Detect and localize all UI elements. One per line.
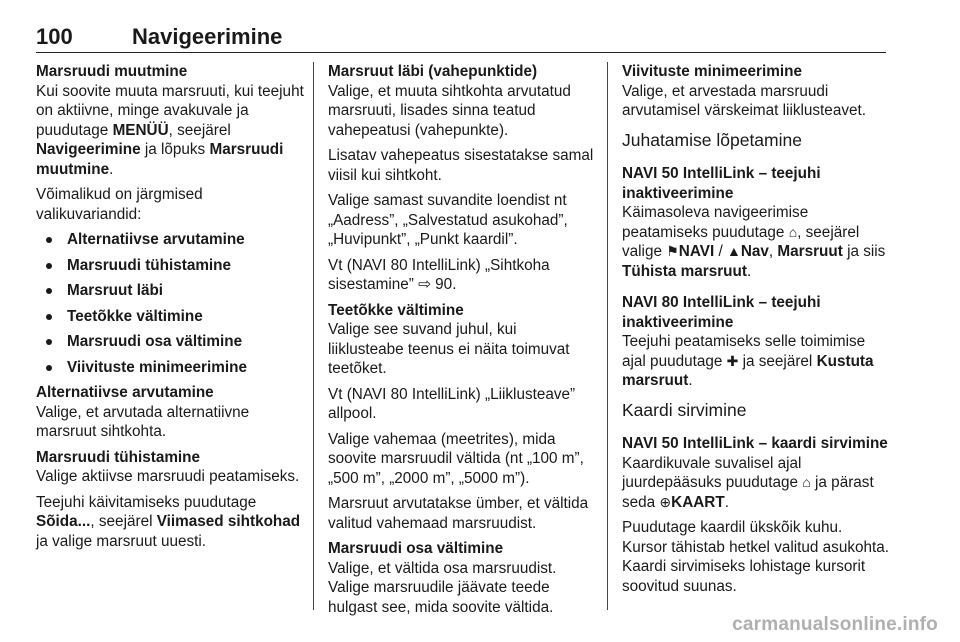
column-divider-2 bbox=[607, 62, 608, 610]
section-title: NAVI 80 IntelliLink – teejuhi inaktiveerimine bbox=[622, 294, 821, 331]
paragraph: Käimasoleva navigeerimise peatamiseks puudutage ⌂, seejärel valige ⚑NAVI / ▲Nav, Marsruut ja siis Tühista marsruut. bbox=[622, 204, 886, 280]
section-navi80-stop bbox=[622, 293, 890, 391]
paragraph: Võimalikud on järgmised valikuvariandid: bbox=[36, 186, 203, 223]
home-icon: ⌂ bbox=[788, 223, 798, 240]
section-avoid-part bbox=[328, 539, 596, 617]
column-divider-1 bbox=[313, 62, 314, 610]
paragraph: Valige, et muuta sihtkohta arvutatud marsruuti, lisades sinna teatud vahepeatusi (vahepunkte). bbox=[328, 82, 571, 139]
section-minimize-delays bbox=[622, 62, 890, 121]
section-navi50-stop bbox=[622, 164, 890, 281]
section-title: Marsruut läbi (vahepunktide) bbox=[328, 63, 538, 80]
map-icon: ⊕ bbox=[659, 493, 672, 510]
paragraph: Valige aktiivse marsruudi peatamiseks. bbox=[36, 468, 300, 485]
paragraph: Teejuhi käivitamiseks puudutage Sõida..., seejärel Viimased sihtkohad ja valige marsruut uuesti. bbox=[36, 493, 301, 550]
paragraph: Valige samast suvandite loendist nt „Aadress”, „Salvestatud asukohad”, „Huvipunkt”, „Punkt kaardil”. bbox=[328, 192, 568, 248]
paragraph: Valige, et arvestada marsruudi arvutamisel värskeimat liiklusteavet. bbox=[622, 82, 866, 119]
list-item: Marsruudi osa vältimine bbox=[36, 332, 304, 352]
paragraph: Marsruut arvutatakse ümber, et vältida valitud vahemaad marsruudist. bbox=[328, 495, 589, 532]
page-number: 100 bbox=[36, 24, 73, 49]
section-title: Viivituste minimeerimine bbox=[622, 63, 802, 80]
heading-stop-guidance: Juhatamise lõpetamine bbox=[622, 129, 802, 150]
section-title: NAVI 50 IntelliLink – teejuhi inaktiveerimine bbox=[622, 165, 821, 202]
list-item: Alternatiivse arvutamine bbox=[36, 230, 304, 250]
paragraph: Puudutage kaardil ükskõik kuhu. Kursor tähistab hetkel valitud asukohta. Kaardi sirvimiseks lohistage kursorit soovitud suunas. bbox=[622, 519, 890, 595]
section-route-change bbox=[36, 62, 304, 377]
section-waypoints bbox=[328, 62, 596, 295]
paragraph: Vt (NAVI 80 IntelliLink) „Sihtkoha sisestamine” ⇨ 90. bbox=[328, 256, 550, 293]
section-alternative bbox=[36, 383, 304, 442]
paragraph: Kaardikuvale suvalisel ajal juurdepääsuks puudutage ⌂ ja pärast seda ⊕KAART. bbox=[622, 454, 874, 511]
list-item: Viivituste minimeerimine bbox=[36, 358, 304, 378]
list-item: Teetõkke vältimine bbox=[36, 307, 304, 327]
paragraph: Kui soovite muuta marsruuti, kui teejuht on aktiivne, minge avakuvale ja puudutage MENÜÜ, seejärel Navigeerimine ja lõpuks Marsruudi muutmine. bbox=[36, 82, 304, 178]
section-title: Marsruudi muutmine bbox=[36, 63, 188, 80]
paragraph: Valige see suvand juhul, kui liiklusteabe teenus ei näita toimuvat teetõket. bbox=[328, 321, 570, 377]
section-title: Teetõkke vältimine bbox=[328, 301, 464, 319]
list-item: Marsruut läbi bbox=[36, 281, 304, 301]
flag-icon: ⚑ bbox=[666, 243, 679, 259]
home-icon: ⌂ bbox=[802, 474, 811, 490]
section-title: Marsruudi tühistamine bbox=[36, 448, 201, 466]
column-3 bbox=[622, 62, 890, 602]
watermark: carmanualsonline.info bbox=[732, 614, 938, 635]
paragraph: Vt (NAVI 80 IntelliLink) „Liiklusteave” allpool. bbox=[328, 385, 576, 422]
section-roadblock bbox=[328, 301, 596, 534]
section-title: Alternatiivse arvutamine bbox=[36, 384, 214, 401]
column-1 bbox=[36, 62, 304, 557]
plus-icon: ✚ bbox=[726, 352, 739, 369]
section-navi50-map bbox=[622, 434, 890, 596]
section-title: NAVI 50 IntelliLink – kaardi sirvimine bbox=[622, 435, 888, 452]
paragraph: Teejuhi peatamiseks selle toimimise ajal puudutage ✚ ja seejärel Kustuta marsruut. bbox=[622, 333, 874, 389]
page-header bbox=[36, 22, 886, 53]
chapter-title: Navigeerimine bbox=[132, 24, 283, 49]
heading-map-browse: Kaardi sirvimine bbox=[622, 399, 747, 420]
paragraph: Valige vahemaa (meetrites), mida soovite marsruudil vältida (nt „100 m”, „500 m”, „2000 m”, „5000 m”). bbox=[328, 430, 584, 487]
list-item: Marsruudi tühistamine bbox=[36, 256, 304, 276]
column-2 bbox=[328, 62, 596, 623]
option-list bbox=[36, 230, 304, 377]
section-title: Marsruudi osa vältimine bbox=[328, 540, 504, 557]
paragraph: Lisatav vahepeatus sisestatakse samal viisil kui sihtkoht. bbox=[328, 147, 594, 184]
paragraph: Valige, et arvutada alternatiivne marsruut sihtkohta. bbox=[36, 403, 250, 440]
paragraph: Valige, et vältida osa marsruudist. Valige marsruudile jäävate teede hulgast see, mida soovite vältida. bbox=[328, 559, 557, 616]
section-cancel-route bbox=[36, 448, 304, 552]
nav-arrow-icon: ▲ bbox=[726, 243, 741, 259]
